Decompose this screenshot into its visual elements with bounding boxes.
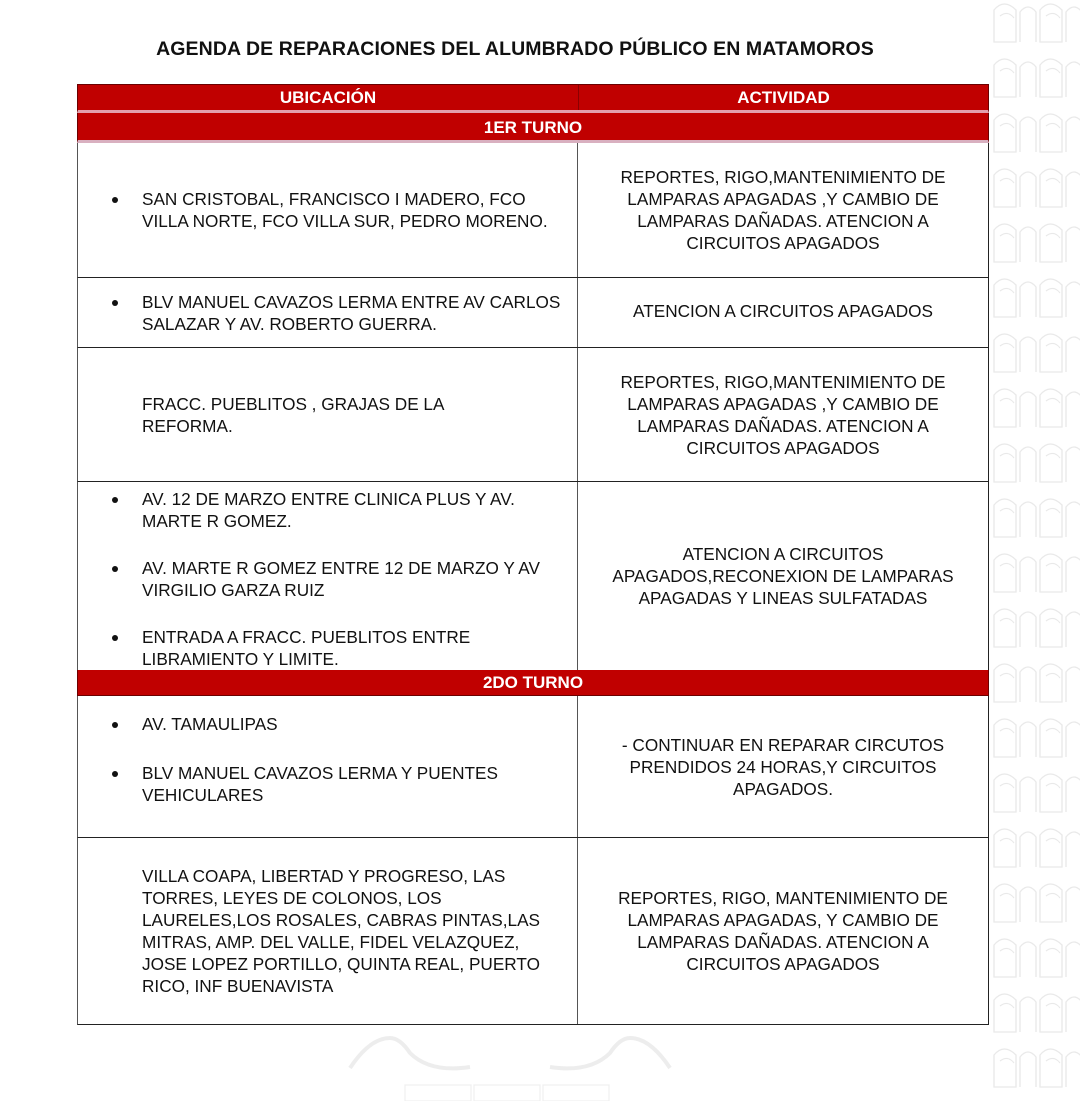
location-item: AV. 12 DE MARZO ENTRE CLINICA PLUS Y AV. MARTE R GOMEZ. bbox=[142, 488, 573, 532]
table-row bbox=[77, 482, 989, 670]
location-cell bbox=[78, 696, 578, 837]
watermark-emblem-icon bbox=[340, 1028, 680, 1101]
location-cell bbox=[78, 143, 578, 277]
location-item: FRACC. PUEBLITOS , GRAJAS DE LA REFORMA. bbox=[142, 393, 444, 436]
table-row bbox=[77, 838, 989, 1025]
column-header-activity: ACTIVIDAD bbox=[737, 87, 830, 107]
activity-cell: REPORTES, RIGO,MANTENIMIENTO DE LAMPARAS APAGADAS ,Y CAMBIO DE LAMPARAS DAÑADAS. ATENCION A CIRCUITOS APAGADOS bbox=[620, 167, 946, 253]
watermark-pattern-icon bbox=[988, 0, 1080, 1101]
table-header-row bbox=[77, 84, 989, 113]
table-row bbox=[77, 143, 989, 278]
location-item: BLV MANUEL CAVAZOS LERMA ENTRE AV CARLOS SALAZAR Y AV. ROBERTO GUERRA. bbox=[142, 291, 573, 335]
location-cell bbox=[78, 348, 578, 481]
shift-header-second: 2DO TURNO bbox=[77, 670, 989, 696]
location-item: SAN CRISTOBAL, FRANCISCO I MADERO, FCO VILLA NORTE, FCO VILLA SUR, PEDRO MORENO. bbox=[142, 188, 573, 232]
table-row bbox=[77, 348, 989, 482]
location-cell bbox=[78, 278, 578, 347]
document-title: AGENDA DE REPARACIONES DEL ALUMBRADO PÚBLICO EN MATAMOROS bbox=[156, 38, 874, 60]
repair-schedule-table bbox=[77, 84, 989, 1025]
table-row bbox=[77, 696, 989, 838]
activity-cell: ATENCION A CIRCUITOS APAGADOS bbox=[633, 301, 933, 321]
location-cell bbox=[78, 838, 578, 1024]
shift-header-first: 1ER TURNO bbox=[77, 113, 989, 143]
location-cell bbox=[78, 482, 578, 670]
column-header-location: UBICACIÓN bbox=[78, 85, 579, 110]
location-item: AV. TAMAULIPAS bbox=[142, 713, 573, 735]
activity-cell: REPORTES, RIGO,MANTENIMIENTO DE LAMPARAS APAGADAS ,Y CAMBIO DE LAMPARAS DAÑADAS. ATENCION A CIRCUITOS APAGADOS bbox=[620, 371, 946, 458]
activity-cell: - CONTINUAR EN REPARAR CIRCUTOS PRENDIDOS 24 HORAS,Y CIRCUITOS APAGADOS. bbox=[621, 734, 945, 799]
location-item: ENTRADA A FRACC. PUEBLITOS ENTRE LIBRAMIENTO Y LIMITE. bbox=[142, 626, 573, 670]
activity-cell: ATENCION A CIRCUITOS APAGADOS,RECONEXION DE LAMPARAS APAGADAS Y LINEAS SULFATADAS bbox=[612, 544, 954, 608]
location-item: VILLA COAPA, LIBERTAD Y PROGRESO, LAS TORRES, LEYES DE COLONOS, LOS LAURELES,LOS ROSALES, CABRAS PINTAS,LAS MITRAS, AMP. DEL VALLE, FIDEL VELAZQUEZ, JOSE LOPEZ PORTILLO, QUINTA REAL, PUERTO RICO, INF BUENAVISTA bbox=[142, 866, 541, 996]
location-item: AV. MARTE R GOMEZ ENTRE 12 DE MARZO Y AV VIRGILIO GARZA RUIZ bbox=[142, 557, 573, 601]
location-item: BLV MANUEL CAVAZOS LERMA Y PUENTES VEHICULARES bbox=[142, 762, 573, 806]
activity-cell: REPORTES, RIGO, MANTENIMIENTO DE LAMPARAS APAGADAS, Y CAMBIO DE LAMPARAS DAÑADAS. ATENCION A CIRCUITOS APAGADOS bbox=[618, 888, 948, 974]
table-row bbox=[77, 278, 989, 348]
